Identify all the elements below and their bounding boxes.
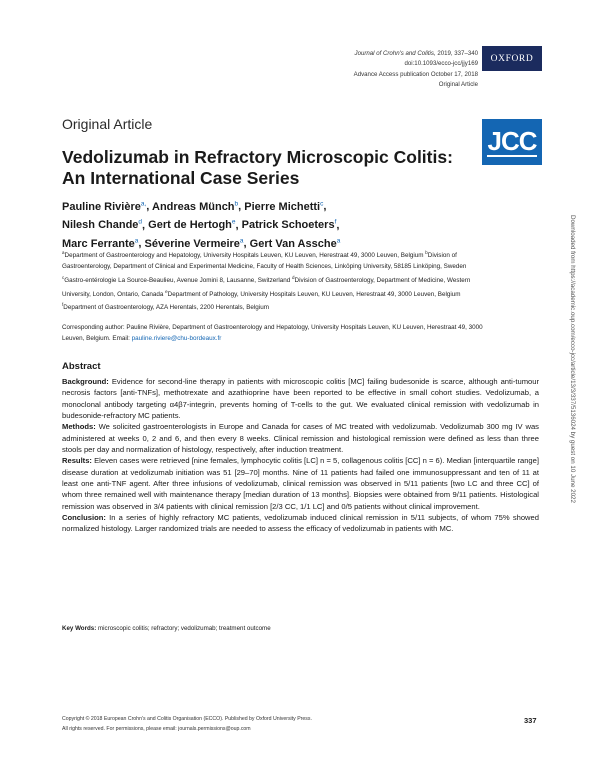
- abstract-results: Results: Eleven cases were retrieved [nine females, lymphocytic colitis [LC] n = 5, collagenous colitis [CC] n = 6). Median [interquartile range] disease duration at vedolizumab initiation was 51 [29–70] months. Nine of 11 patients had failed one immunosuppressant and ten of 11 at least one anti-TNF agent. After three infusions of vedolizumab, clinical remission was observed in 5/11 patients [two LC and three CC] of whom three remained well with maintenance therapy [median duration of 13 months]. Biopsies were obtained from 9/11 patients. Histological remission was observed in 3/4 patients with clinical remission [2/3 CC, 1/1 LC] and 0/5 patients without clinical improvement.: [62, 456, 539, 511]
- affiliation-c: Gastro-entérologie La Source-Beaulieu, Avenue Jomini 8, Lausanne, Switzerland: [64, 276, 291, 284]
- jcc-logo: [482, 119, 542, 165]
- journal-header: [310, 49, 478, 91]
- author[interactable]: Pierre Michetti$^c$: [244, 200, 324, 213]
- abstract-methods: Methods: We solicited gastroenterologists in Europe and Canada for cases of MC treated with vedolizumab. Vedolizumab 300 mg IV was administered at weeks 0, 2 and 6, and then every 8 weeks. Clinical remission and histological remission were defined as less than three stools per day and normalization of histology, respectively, after induction treatment.: [62, 422, 539, 455]
- rights-line: All rights reserved. For permissions, please email: journals.permissions@oup.com: [62, 725, 251, 732]
- oxford-logo: [482, 46, 542, 71]
- article-type: Original Article: [62, 116, 153, 132]
- author[interactable]: Gert Van Assche$^a$: [249, 237, 341, 250]
- abstract-conclusion: Conclusion: In a series of highly refractory MC patients, vedolizumab induced clinical remission in 5/11 subjects, of whom 75% showed normalized histology. Larger randomized trials are needed to assess the efficacy of vedolizumab in patients with MC.: [62, 513, 539, 534]
- abstract-body: [62, 376, 539, 535]
- jcc-logo-text: JCC: [487, 125, 537, 156]
- article-title: Vedolizumab in Refractory Microscopic Colitis: An International Case Series: [62, 147, 453, 188]
- author[interactable]: Séverine Vermeire$^a$: [144, 237, 244, 250]
- affiliation-b: Division of Gastroenterology, Department of Clinical and Experimental Medicine, Faculty of Health Sciences, Linköping University, 58185 Linköping, Sweden: [62, 252, 467, 270]
- copyright-footer: [62, 715, 312, 734]
- affiliations: $^a$Department of Gastroenterology and Hepatology, University Hospitals Leuven, KU Leuven, Herestraat 49, 3000 Leuven, Belgium $^b$Division of Gastroenterology, Department of Clinical and Experimental Medicine, Faculty of Health Sciences, Linköping University, 58185 Linköping, Sweden $^c$Gastro-entérologie La Source-Beaulieu, Avenue Jomini 8, Lausanne, Switzerland $^d$Division of Gastroenterology, Department of Medicine, Western University, London, Ontario, Canada $^e$Department of Pathology, University Hospitals Leuven, KU Leuven, Herestraat 49, 3000 Leuven, Belgium $^f$Department of Gastroenterology, AZA Herentals, 2200 Herentals, Belgium: [62, 250, 471, 312]
- author-list: Pauline Rivière$^{a,}$, Andreas Münch$^b$, Pierre Michetti$^c$, Nilesh Chande$^d$, Gert de Hertogh$^e$, Patrick Schoeters$^f$, Marc Ferrante$^a$, Séverine Vermeire$^a$, Gert Van Assche$^a$: [62, 200, 341, 250]
- affiliation-e: Department of Pathology, University Hospitals Leuven, KU Leuven, Herestraat 49, 3000 Leuven, Belgium: [167, 290, 461, 298]
- author[interactable]: Patrick Schoeters$^f$: [241, 218, 337, 232]
- affiliation-d: Division of Gastroenterology, Department of Medicine, Western University, London, Ontario, Canada: [62, 276, 471, 298]
- author[interactable]: Marc Ferrante$^a$: [62, 237, 139, 250]
- abstract-background: Background: Evidence for second-line therapy in patients with microscopic colitis [MC] failing budesonide is scarce, although anti-tumour necrosis factors [anti-TNFs], methotrexate and azathioprine have been reported to be effective in small cohort studies. Vedolizumab, a monoclonal antibody targeting α4β7-integrin, prevents homing of T-cells to the gut. We evaluated clinical remission with vedolizumab in budesonide-refractory MC patients.: [62, 377, 539, 421]
- author[interactable]: Gert de Hertogh$^e$: [148, 218, 236, 232]
- journal-name: Journal of Crohn's and Colitis,: [354, 50, 436, 57]
- copyright-line: Copyright © 2018 European Crohn's and Colitis Organisation (ECCO). Published by Oxford University Press.: [62, 716, 312, 722]
- page-number: 337: [524, 716, 537, 725]
- author[interactable]: Andreas Münch$^b$: [152, 200, 239, 213]
- abstract-heading: Abstract: [62, 361, 101, 372]
- oxford-logo-text: OXFORD: [490, 53, 534, 64]
- correspondence: [62, 323, 485, 345]
- keywords: [62, 625, 271, 632]
- correspondence-text: Corresponding author: Pauline Rivière, Department of Gastroenterology and Hepatology, University Hospitals Leuven, KU Leuven, Herestraat 49, 3000 Leuven, Belgium. Email:: [62, 324, 483, 342]
- author[interactable]: Nilesh Chande$^d$: [62, 218, 143, 232]
- journal-ref: 2019, 337–340: [435, 50, 478, 57]
- correspondence-email[interactable]: pauline.riviere@chu-bordeaux.fr: [131, 334, 222, 342]
- keywords-label: Key Words:: [62, 625, 97, 632]
- download-note[interactable]: Downloaded from https://academic.oup.com/ecco-jcc/article/13/3/337/5136024 by guest on 10 June 2022: [569, 215, 576, 503]
- doi[interactable]: doi:10.1093/ecco-jcc/jjy169: [404, 60, 478, 68]
- author[interactable]: Pauline Rivière$^{a,}$: [62, 200, 147, 213]
- download-sidebar: [564, 215, 580, 635]
- advance-access: Advance Access publication October 17, 2018: [353, 70, 478, 78]
- affiliation-a: Department of Gastroenterology and Hepatology, University Hospitals Leuven, KU Leuven, Herestraat 49, 3000 Leuven, Belgium: [64, 252, 424, 260]
- header-article-type: Original Article: [438, 81, 478, 89]
- affiliation-f: Department of Gastroenterology, AZA Herentals, 2200 Herentals, Belgium: [63, 304, 269, 312]
- keywords-text: microscopic colitis; refractory; vedolizumab; treatment outcome: [98, 625, 271, 632]
